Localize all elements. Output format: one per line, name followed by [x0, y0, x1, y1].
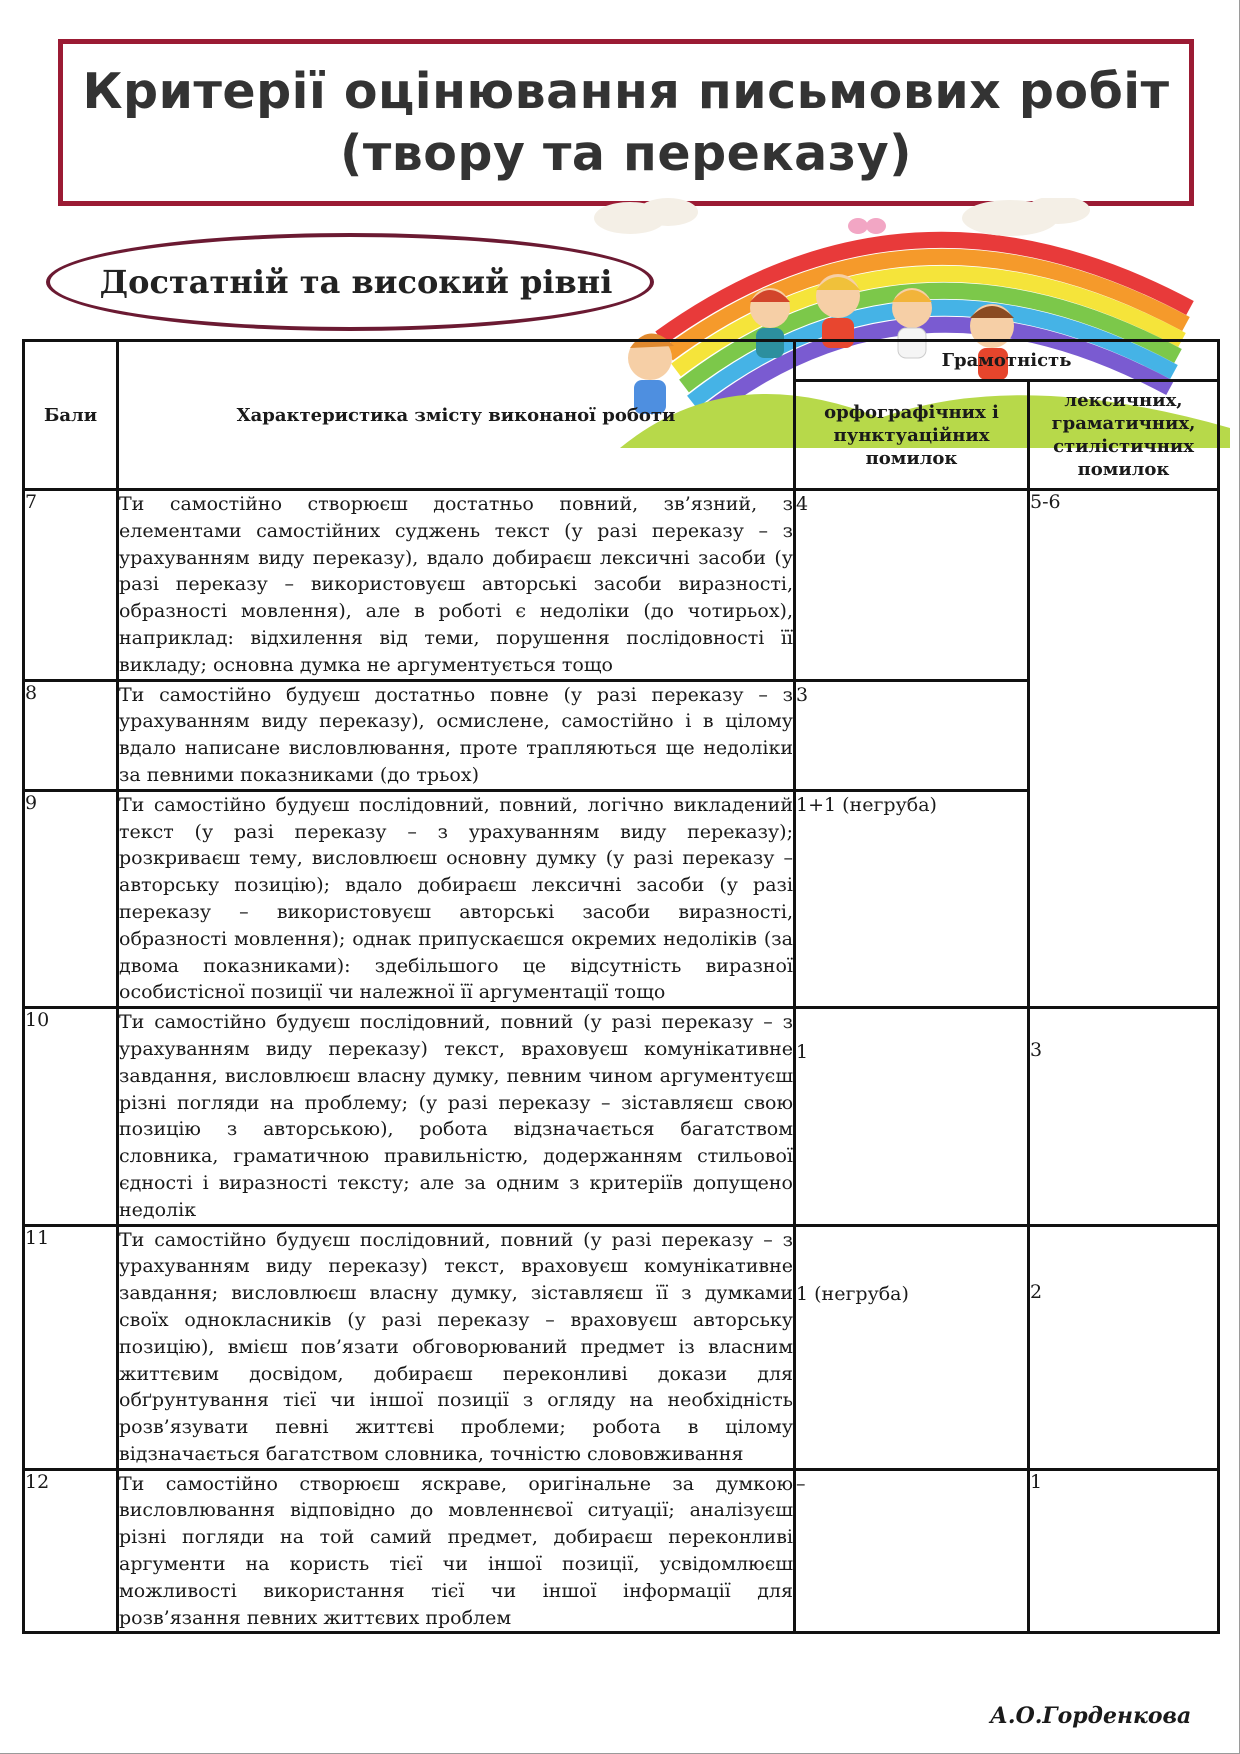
orthographic-cell: 1 — [795, 1008, 1029, 1225]
orthographic-cell: 3 — [795, 680, 1029, 790]
description-cell: Ти самостійно будуєш послідовний, повний (у разі переказу – з урахуванням виду переказу) текст, враховуєш комунікативне завдання, висловлюєш власну думку, певним чином аргументуєш різні погляди на проблему; (у разі переказу – зіставляєш свою позицію з авторською), робота відзначається багатством словника, граматичною правильністю, додержанням стильової єдності і виразності тексту; але за одним з критеріїв допущено недолік — [118, 1008, 795, 1225]
orthographic-cell: 1+1 (негруба) — [795, 790, 1029, 1007]
score-cell: 11 — [24, 1225, 118, 1469]
lexical-cell: 3 — [1029, 1008, 1219, 1225]
score-cell: 10 — [24, 1008, 118, 1225]
score-cell: 12 — [24, 1469, 118, 1633]
level-label: Достатній та високий рівні — [99, 263, 613, 301]
child-figure-3 — [816, 274, 860, 348]
description-cell: Ти самостійно створюєш яскраве, оригінальне за думкою висловлювання відповідно до мовленнєвої ситуації; аналізуєш різні погляди на той самий предмет, добираєш переконливі аргументи на користь тієї чи іншої позиції, усвідомлюєш можливості використання тієї чи іншої інформації для розв’язання певних життєвих проблем — [118, 1469, 795, 1633]
table-row — [24, 1469, 1219, 1633]
table-row — [24, 1008, 1219, 1225]
table-header-row — [24, 341, 1219, 381]
cloud-left — [594, 198, 698, 234]
description-cell: Ти самостійно будуєш послідовний, повний, логічно викладений текст (у разі переказу – з урахуванням виду переказу); розкриваєш тему, висловлюєш основну думку (у разі переказу – авторську позицію); вдало добираєш лексичні засоби (у разі переказу – використовуєш авторські засоби виразності, образності мовлення); однак припускаєшся окремих недоліків (за двома показниками): здебільшого це відсутність виразної особистісної позиції чи належної її аргументації тощо — [118, 790, 795, 1007]
title-line-1: Критерії оцінювання письмових робіт — [82, 62, 1170, 120]
orthographic-cell: 1 (негруба) — [795, 1225, 1029, 1469]
table-row — [24, 1225, 1219, 1469]
description-cell: Ти самостійно будуєш достатньо повне (у разі переказу – з урахуванням виду переказу), осмислене, самостійно і в цілому вдало написане висловлювання, проте трапляються ще недоліки за певними показниками (до трьох) — [118, 680, 795, 790]
description-cell: Ти самостійно будуєш послідовний, повний (у разі переказу – з урахуванням виду переказу) текст, враховуєш комунікативне завдання; висловлюєш власну думку, зіставляєш її з думками своїх однокласників (у разі переказу – враховуєш авторську позицію), вмієш пов’язати обговорюваний предмет із власним життєвим досвідом, добираєш переконливі докази для обґрунтування тієї чи іншої позиції з огляду на необхідність розв’язувати певні життєві проблеми; робота в цілому відзначається багатством словника, точністю слововживання — [118, 1225, 795, 1469]
orthographic-cell: – — [795, 1469, 1029, 1633]
lexical-cell: 2 — [1029, 1225, 1219, 1469]
header-lexical: лексичних, граматичних, стилістичних помилок — [1029, 381, 1219, 490]
lexical-cell: 1 — [1029, 1469, 1219, 1633]
header-content: Характеристика змісту виконаної роботи — [118, 341, 795, 490]
title-line-2: (твору та переказу) — [339, 124, 913, 182]
orthographic-cell: 4 — [795, 490, 1029, 681]
score-cell: 7 — [24, 490, 118, 681]
table-row — [24, 490, 1219, 681]
title-frame — [58, 39, 1194, 206]
header-literacy: Грамотність — [795, 341, 1219, 381]
header-score: Бали — [24, 341, 118, 490]
butterfly-icon — [848, 218, 886, 234]
page-title — [83, 61, 1170, 185]
level-badge — [46, 233, 654, 331]
header-orthographic: орфографічних і пунктуаційних помилок — [795, 381, 1029, 490]
lexical-cell: 5-6 — [1029, 490, 1219, 1008]
criteria-table — [22, 339, 1220, 1634]
cloud-right — [962, 198, 1090, 236]
score-cell: 8 — [24, 680, 118, 790]
description-cell: Ти самостійно створюєш достатньо повний, зв’язний, з елементами самостійних суджень текст (у разі переказу – з урахуванням виду переказу), вдало добираєш лексичні засоби (у разі переказу – використовуєш авторські засоби виразності, образності мовлення), але в роботі є недоліки (до чотирьох), наприклад: відхилення від теми, порушення послідовності її викладу; основна думка не аргументується тощо — [118, 490, 795, 681]
author-signature: А.О.Горденкова — [990, 1703, 1192, 1729]
score-cell: 9 — [24, 790, 118, 1007]
